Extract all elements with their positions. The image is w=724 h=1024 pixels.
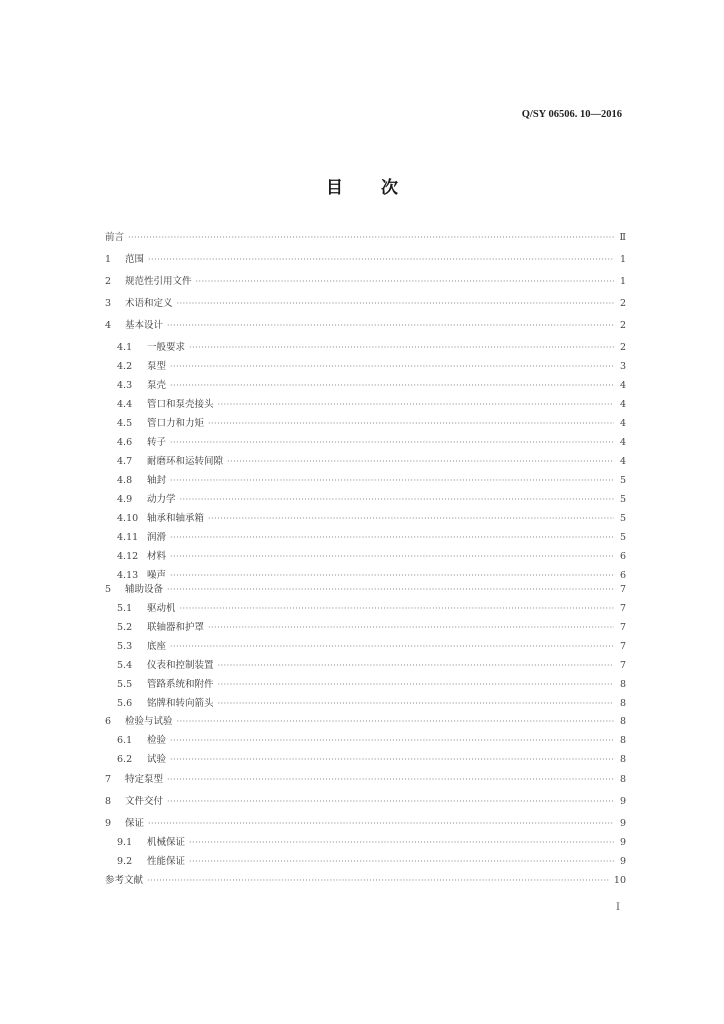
toc-dot-leader bbox=[170, 569, 614, 583]
toc-entry-title: 铭牌和转向箭头 bbox=[147, 698, 214, 709]
toc-entry-title: 材料 bbox=[147, 551, 167, 562]
toc-entry[interactable] bbox=[117, 602, 626, 616]
toc-entry-page: 1 bbox=[619, 276, 626, 287]
toc-dot-leader bbox=[218, 659, 614, 673]
toc-entry[interactable] bbox=[117, 493, 626, 507]
toc-entry-number: 4.6 bbox=[117, 437, 133, 448]
toc-entry-title: 噪声 bbox=[147, 570, 167, 581]
toc-entry-number: 3 bbox=[105, 298, 112, 309]
toc-entry-page: 8 bbox=[619, 716, 626, 727]
toc-entry-title: 轴封 bbox=[147, 475, 167, 486]
toc-entry-title: 保证 bbox=[125, 818, 145, 829]
toc-entry-page: 8 bbox=[619, 735, 626, 746]
toc-entry-title: 仪表和控制装置 bbox=[147, 660, 214, 671]
toc-dot-leader bbox=[170, 640, 614, 654]
toc-entry-number: 5 bbox=[105, 584, 112, 595]
standard-number: Q/SY 06506. 10—2016 bbox=[521, 109, 622, 120]
toc-entry-title: 轴承和轴承箱 bbox=[147, 513, 205, 524]
toc-dot-leader bbox=[180, 602, 614, 616]
toc-dot-leader bbox=[167, 583, 614, 597]
toc-dot-leader bbox=[170, 436, 614, 450]
toc-entry[interactable] bbox=[117, 753, 626, 767]
toc-entry-title: 范围 bbox=[125, 254, 145, 265]
toc-entry-page: Ⅱ bbox=[619, 232, 626, 243]
toc-entry-title: 参考文献 bbox=[105, 875, 144, 886]
toc-entry[interactable] bbox=[105, 773, 626, 787]
toc-entry-title: 驱动机 bbox=[147, 603, 176, 614]
toc-entry[interactable] bbox=[105, 297, 626, 311]
toc-entry-page: 3 bbox=[619, 361, 626, 372]
toc-entry[interactable] bbox=[105, 231, 626, 245]
toc-entry-page: 8 bbox=[619, 698, 626, 709]
toc-entry[interactable] bbox=[117, 640, 626, 654]
toc-entry-page: 2 bbox=[619, 342, 626, 353]
toc-entry-number: 4.11 bbox=[117, 532, 139, 543]
toc-entry-number: 5.3 bbox=[117, 641, 133, 652]
toc-entry[interactable] bbox=[117, 734, 626, 748]
toc-entry-page: 5 bbox=[619, 475, 626, 486]
toc-entry[interactable] bbox=[117, 531, 626, 545]
toc-dot-leader bbox=[177, 715, 614, 729]
toc-entry-page: 2 bbox=[619, 298, 626, 309]
toc-entry-title: 检验 bbox=[147, 735, 167, 746]
toc-dot-leader bbox=[208, 417, 614, 431]
toc-entry[interactable] bbox=[105, 319, 626, 333]
toc-entry-title: 润滑 bbox=[147, 532, 167, 543]
toc-entry-title: 耐磨环和运转间隙 bbox=[147, 456, 224, 467]
toc-entry[interactable] bbox=[117, 379, 626, 393]
toc-entry-number: 6.1 bbox=[117, 735, 133, 746]
toc-entry-page: 5 bbox=[619, 494, 626, 505]
toc-entry-number: 4 bbox=[105, 320, 112, 331]
toc-dot-leader bbox=[147, 874, 610, 888]
toc-dot-leader bbox=[208, 621, 614, 635]
toc-entry-number: 4.12 bbox=[117, 551, 139, 562]
toc-entry-page: 7 bbox=[619, 660, 626, 671]
toc-entry-title: 管口力和力矩 bbox=[147, 418, 205, 429]
toc-entry[interactable] bbox=[117, 678, 626, 692]
toc-entry-number: 9 bbox=[105, 818, 112, 829]
toc-entry-page: 6 bbox=[619, 551, 626, 562]
toc-entry-title: 泵型 bbox=[147, 361, 167, 372]
toc-entry-page: 6 bbox=[619, 570, 626, 581]
toc-dot-leader bbox=[167, 773, 614, 787]
toc-entry-title: 机械保证 bbox=[147, 837, 186, 848]
toc-dot-leader bbox=[177, 297, 614, 311]
toc-entry[interactable] bbox=[105, 715, 626, 729]
toc-entry-title: 转子 bbox=[147, 437, 167, 448]
toc-entry-page: 4 bbox=[619, 399, 626, 410]
toc-entry-title: 术语和定义 bbox=[125, 298, 173, 309]
toc-dot-leader bbox=[148, 253, 614, 267]
toc-dot-leader bbox=[148, 817, 614, 831]
toc-dot-leader bbox=[196, 275, 614, 289]
toc-entry-title: 试验 bbox=[147, 754, 167, 765]
toc-entry[interactable] bbox=[117, 621, 626, 635]
toc-dot-leader bbox=[208, 512, 614, 526]
toc-entry-number: 4.7 bbox=[117, 456, 133, 467]
toc-entry-page: 10 bbox=[613, 875, 626, 886]
toc-entry-number: 5.4 bbox=[117, 660, 133, 671]
toc-entry-title: 动力学 bbox=[147, 494, 176, 505]
toc-entry-number: 5.1 bbox=[117, 603, 133, 614]
toc-dot-leader bbox=[218, 398, 614, 412]
toc-entry-title: 前言 bbox=[105, 232, 125, 243]
toc-entry-page: 9 bbox=[619, 837, 626, 848]
toc-dot-leader bbox=[167, 795, 614, 809]
toc-entry[interactable] bbox=[117, 569, 626, 583]
toc-entry-number: 6 bbox=[105, 716, 112, 727]
toc-entry[interactable] bbox=[117, 474, 626, 488]
toc-entry-number: 5.6 bbox=[117, 698, 133, 709]
toc-entry-page: 5 bbox=[619, 532, 626, 543]
toc-entry[interactable] bbox=[117, 398, 626, 412]
toc-entry-page: 8 bbox=[619, 754, 626, 765]
toc-entry[interactable] bbox=[117, 697, 626, 711]
toc-entry-number: 4.5 bbox=[117, 418, 133, 429]
toc-entry-title: 检验与试验 bbox=[125, 716, 173, 727]
page-title: 目次 bbox=[326, 178, 436, 198]
toc-dot-leader bbox=[227, 455, 614, 469]
toc-entry-page: 8 bbox=[619, 774, 626, 785]
toc-entry-number: 2 bbox=[105, 276, 112, 287]
toc-dot-leader bbox=[189, 855, 614, 869]
toc-entry-page: 4 bbox=[619, 380, 626, 391]
toc-entry-page: 4 bbox=[619, 437, 626, 448]
toc-entry[interactable] bbox=[117, 360, 626, 374]
toc-entry-title: 联轴器和护罩 bbox=[147, 622, 205, 633]
toc-entry-page: 7 bbox=[619, 622, 626, 633]
toc-entry[interactable] bbox=[117, 512, 626, 526]
toc-entry-title: 特定泵型 bbox=[125, 774, 164, 785]
toc-entry-title: 规范性引用文件 bbox=[125, 276, 192, 287]
toc-entry[interactable] bbox=[117, 659, 626, 673]
page-number: I bbox=[616, 902, 620, 913]
toc-entry[interactable] bbox=[105, 817, 626, 831]
toc-dot-leader bbox=[170, 474, 614, 488]
toc-entry-number: 7 bbox=[105, 774, 112, 785]
toc-dot-leader bbox=[128, 231, 614, 245]
toc-entry-number: 5.5 bbox=[117, 679, 133, 690]
toc-entry[interactable] bbox=[105, 253, 626, 267]
toc-entry-title: 底座 bbox=[147, 641, 167, 652]
toc-entry-page: 9 bbox=[619, 796, 626, 807]
toc-entry-number: 6.2 bbox=[117, 754, 133, 765]
toc-entry[interactable] bbox=[105, 275, 626, 289]
toc-entry-title: 一般要求 bbox=[147, 342, 186, 353]
toc-entry-title: 泵壳 bbox=[147, 380, 167, 391]
toc-entry-title: 管口和泵壳接头 bbox=[147, 399, 214, 410]
toc-entry-page: 2 bbox=[619, 320, 626, 331]
toc-entry[interactable] bbox=[117, 836, 626, 850]
toc-dot-leader bbox=[180, 493, 614, 507]
toc-entry-title: 文件交付 bbox=[125, 796, 164, 807]
toc-entry-number: 4.2 bbox=[117, 361, 133, 372]
toc-entry-title: 辅助设备 bbox=[125, 584, 164, 595]
toc-entry-number: 4.1 bbox=[117, 342, 133, 353]
toc-entry[interactable] bbox=[105, 874, 626, 888]
toc-entry-title: 管路系统和附件 bbox=[147, 679, 214, 690]
toc-entry-number: 4.10 bbox=[117, 513, 139, 524]
toc-dot-leader bbox=[170, 379, 614, 393]
toc-entry-number: 4.13 bbox=[117, 570, 139, 581]
toc-entry[interactable] bbox=[117, 417, 626, 431]
toc-entry-number: 8 bbox=[105, 796, 112, 807]
toc-entry-number: 9.2 bbox=[117, 856, 133, 867]
toc-entry-page: 7 bbox=[619, 603, 626, 614]
toc-dot-leader bbox=[170, 734, 614, 748]
toc-entry[interactable] bbox=[117, 855, 626, 869]
toc-entry-page: 9 bbox=[619, 856, 626, 867]
toc-entry-title: 性能保证 bbox=[147, 856, 186, 867]
toc-dot-leader bbox=[170, 531, 614, 545]
toc-entry-number: 5.2 bbox=[117, 622, 133, 633]
toc-entry[interactable] bbox=[105, 583, 626, 597]
toc-entry-page: 8 bbox=[619, 679, 626, 690]
toc-entry[interactable] bbox=[117, 455, 626, 469]
toc-dot-leader bbox=[189, 341, 614, 355]
toc-dot-leader bbox=[218, 697, 614, 711]
toc-entry-number: 4.8 bbox=[117, 475, 133, 486]
toc-entry[interactable] bbox=[117, 550, 626, 564]
toc-dot-leader bbox=[170, 550, 614, 564]
toc-entry-page: 7 bbox=[619, 641, 626, 652]
toc-entry-page: 5 bbox=[619, 513, 626, 524]
toc-entry[interactable] bbox=[105, 795, 626, 809]
toc-entry-title: 基本设计 bbox=[125, 320, 164, 331]
toc-entry-number: 4.9 bbox=[117, 494, 133, 505]
toc-dot-leader bbox=[167, 319, 614, 333]
toc-entry-page: 4 bbox=[619, 456, 626, 467]
toc-entry-page: 4 bbox=[619, 418, 626, 429]
toc-entry-number: 4.3 bbox=[117, 380, 133, 391]
toc-entry-number: 1 bbox=[105, 254, 112, 265]
toc-dot-leader bbox=[218, 678, 614, 692]
toc-entry-page: 9 bbox=[619, 818, 626, 829]
toc-entry-page: 7 bbox=[619, 584, 626, 595]
toc-entry[interactable] bbox=[117, 341, 626, 355]
toc-dot-leader bbox=[170, 360, 614, 374]
toc-dot-leader bbox=[170, 753, 614, 767]
toc-dot-leader bbox=[189, 836, 614, 850]
toc-entry-number: 4.4 bbox=[117, 399, 133, 410]
toc-entry-number: 9.1 bbox=[117, 837, 133, 848]
toc-entry[interactable] bbox=[117, 436, 626, 450]
toc-entry-page: 1 bbox=[619, 254, 626, 265]
